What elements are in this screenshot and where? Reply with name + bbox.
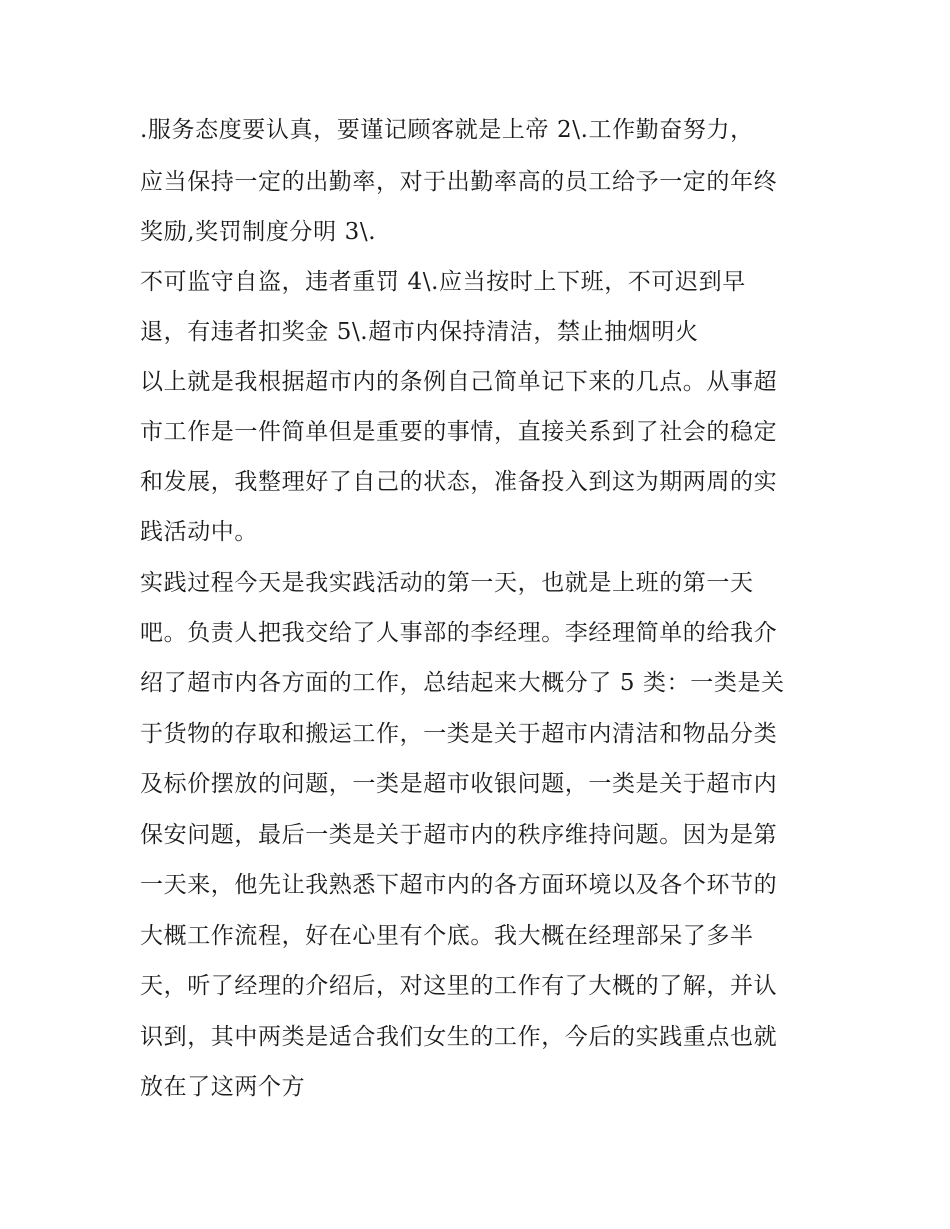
- text-line: 于货物的存取和搬运工作，一类是关于超市内清洁和物品分类: [140, 721, 778, 747]
- text-line: 识到，其中两类是适合我们女生的工作，今后的实践重点也就: [140, 1024, 778, 1050]
- text-line: .服务态度要认真，要谨记顾客就是上帝 2\.工作勤奋努力，: [140, 117, 754, 143]
- text-line: 应当保持一定的出勤率，对于出勤率高的员工给予一定的年终: [140, 169, 778, 195]
- text-line: 实践过程今天是我实践活动的第一天，也就是上班的第一天: [140, 570, 754, 596]
- text-line: 不可监守自盗，违者重罚 4\.应当按时上下班，不可迟到早: [140, 269, 746, 295]
- text-line: 大概工作流程，好在心里有个底。我大概在经理部呆了多半: [140, 923, 754, 949]
- text-line: 放在了这两个方: [140, 1074, 306, 1100]
- text-line: 奖励,奖罚制度分明 3\.: [140, 219, 377, 245]
- text-line: 吧。负责人把我交给了人事部的李经理。李经理简单的给我介: [140, 620, 778, 646]
- text-line: 天，听了经理的介绍后，对这里的工作有了大概的了解，并认: [140, 973, 778, 999]
- text-line: 保安问题，最后一类是关于超市内的秩序维持问题。因为是第: [140, 822, 778, 848]
- text-line: 退，有违者扣奖金 5\.超市内保持清洁，禁止抽烟明火: [140, 319, 699, 345]
- text-line: 绍了超市内各方面的工作，总结起来大概分了 5 类：一类是关: [140, 670, 785, 696]
- text-line: 以上就是我根据超市内的条例自己简单记下来的几点。从事超: [140, 369, 778, 395]
- text-line: 市工作是一件简单但是重要的事情，直接关系到了社会的稳定: [140, 419, 778, 445]
- text-line: 及标价摆放的问题，一类是超市收银问题，一类是关于超市内: [140, 771, 778, 797]
- text-line: 践活动中。: [140, 519, 258, 545]
- text-line: 和发展，我整理好了自己的状态，准备投入到这为期两周的实: [140, 469, 778, 495]
- text-line: 一天来，他先让我熟悉下超市内的各方面环境以及各个环节的: [140, 872, 778, 898]
